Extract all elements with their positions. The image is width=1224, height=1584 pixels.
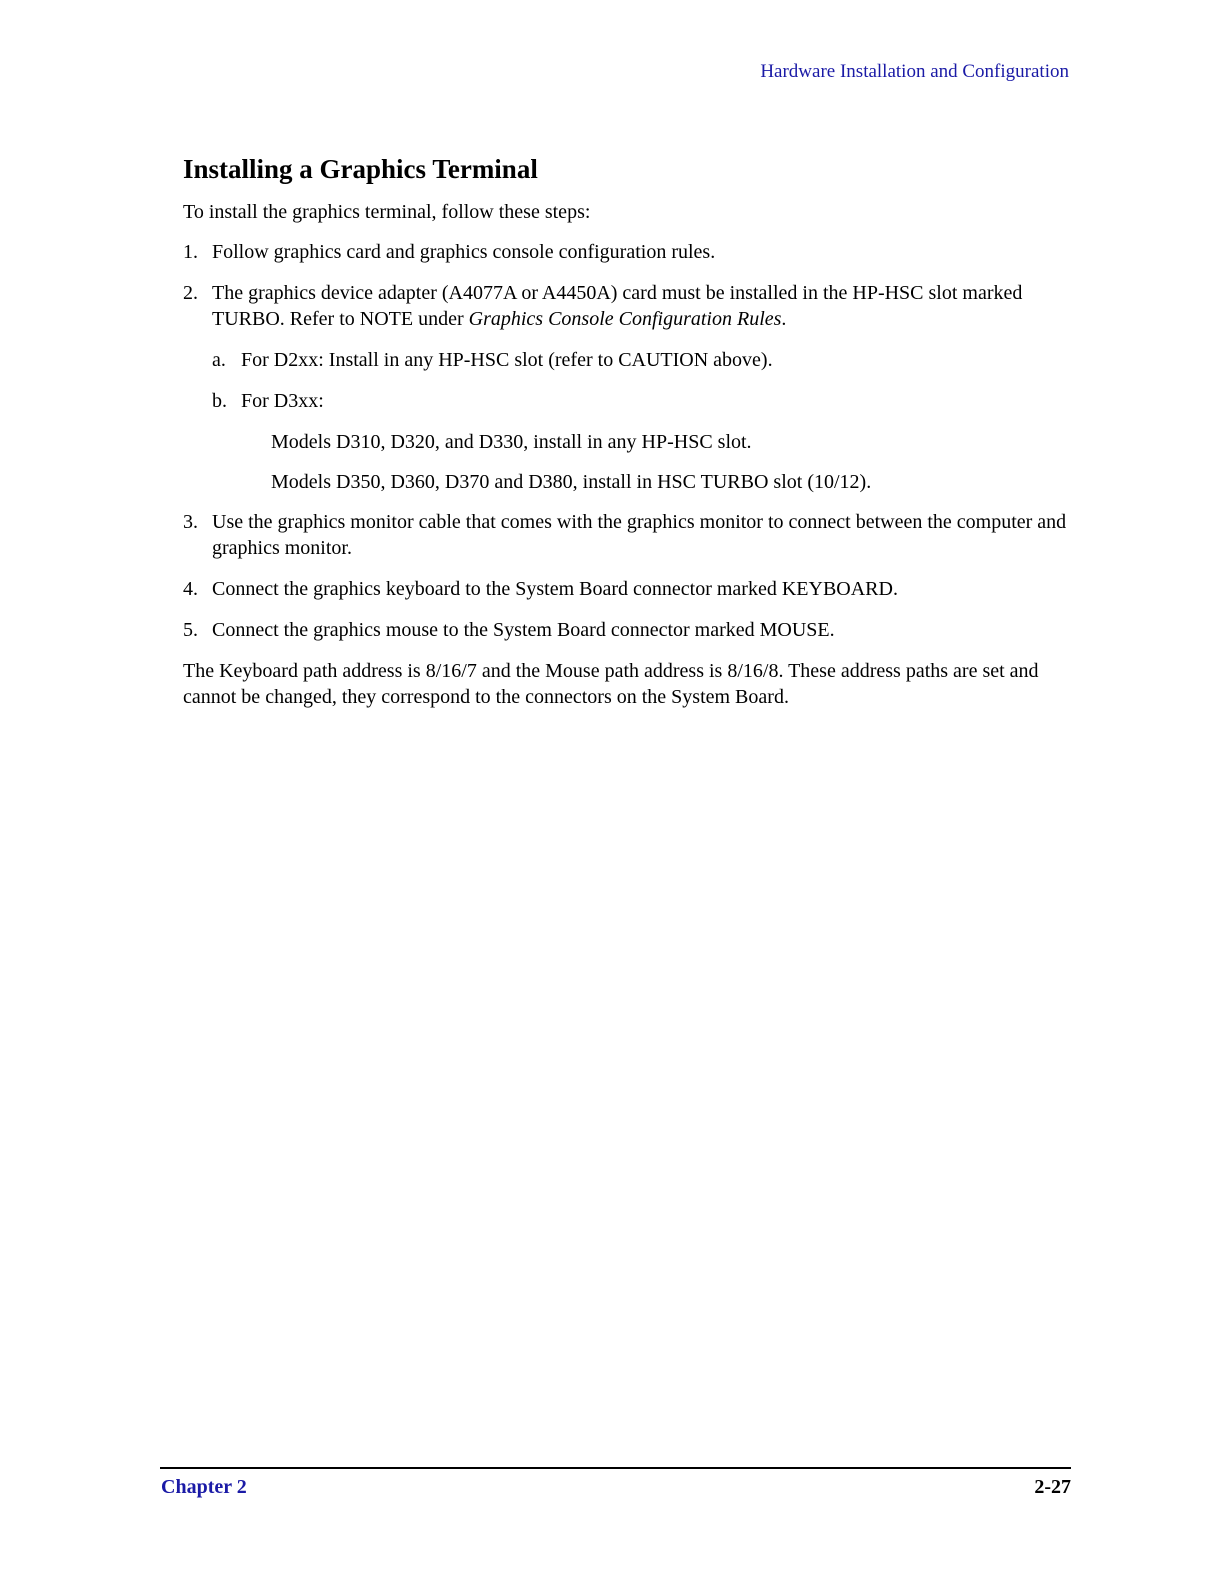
substep-text: For D2xx: Install in any HP-HSC slot (refer to CAUTION above). <box>241 349 773 371</box>
substep-text: For D3xx: <box>241 390 324 412</box>
config-rules-reference: Graphics Console Configuration Rules <box>468 308 782 330</box>
step-number: 5. <box>183 619 198 641</box>
step-text: Follow graphics card and graphics console configuration rules. <box>212 241 716 263</box>
step-text: Use the graphics monitor cable that comes with the graphics monitor to connect between the computer and graphics monitor. <box>212 511 1067 559</box>
model-line-d350: Models D350, D360, D370 and D380, install in HSC TURBO slot (10/12). <box>271 471 872 493</box>
substep-letter: a. <box>212 349 226 371</box>
step-number: 1. <box>183 241 198 263</box>
section-title: Installing a Graphics Terminal <box>183 154 538 184</box>
step-number: 2. <box>183 282 198 304</box>
substep-b <box>212 388 1073 414</box>
closing-paragraph: The Keyboard path address is 8/16/7 and the Mouse path address is 8/16/8. These address paths are set and cannot be changed, they correspond to the connectors on the System Board. <box>183 660 1039 708</box>
step-2 <box>183 280 1073 332</box>
step-text: Connect the graphics mouse to the System Board connector marked MOUSE. <box>212 619 835 641</box>
footer-page-number: 2-27 <box>1034 1476 1071 1498</box>
step-text-end: . <box>781 308 787 330</box>
step-text: Connect the graphics keyboard to the System Board connector marked KEYBOARD. <box>212 578 898 600</box>
step-text <box>212 280 1073 332</box>
substep-letter: b. <box>212 390 227 412</box>
step-3 <box>183 509 1073 561</box>
step-number: 4. <box>183 578 198 600</box>
model-line-d310: Models D310, D320, and D330, install in any HP-HSC slot. <box>271 431 752 453</box>
main-content <box>183 152 1073 710</box>
footer-divider <box>160 1467 1071 1469</box>
step-4 <box>183 576 1073 602</box>
step-1 <box>183 239 1073 265</box>
step-5 <box>183 617 1073 643</box>
intro-paragraph: To install the graphics terminal, follow these steps: <box>183 201 591 223</box>
running-header: Hardware Installation and Configuration <box>760 61 1069 82</box>
step-number: 3. <box>183 511 198 533</box>
substep-a <box>212 347 1073 373</box>
footer-chapter: Chapter 2 <box>161 1476 247 1498</box>
step-text-lead: The graphics device adapter (A4077A or A4450A) card must be installed in the HP-HSC slot marked TURBO. Refer to NOTE under <box>212 282 1023 330</box>
